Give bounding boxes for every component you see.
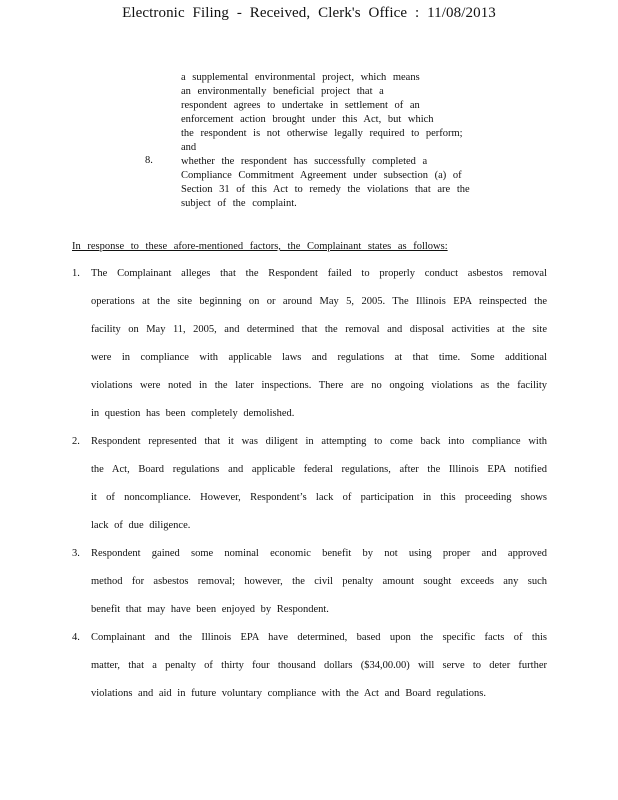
paragraph-2	[72, 431, 547, 543]
quote-item-number: 8.	[145, 155, 153, 166]
paragraph-3	[72, 543, 547, 627]
numbered-paragraphs	[72, 263, 547, 711]
quoted-statute-block	[181, 71, 471, 211]
paragraph-line: Respondent gained some nominal economic benefit by not using proper and approved	[91, 548, 547, 559]
paragraph-line: operations at the site beginning on or around May 5, 2005. The Illinois EPA reinspected the	[91, 296, 547, 307]
quote-line: a supplemental environmental project, which means	[181, 72, 420, 83]
filing-stamp-header: Electronic Filing - Received, Clerk's Office : 11/08/2013	[122, 5, 496, 21]
paragraph-number: 3.	[72, 548, 80, 559]
paragraph-line: matter, that a penalty of thirty four thousand dollars ($34,00.00) will serve to deter further	[91, 660, 547, 671]
paragraph-line: The Complainant alleges that the Respondent failed to properly conduct asbestos removal	[91, 268, 547, 279]
quote-line: the respondent is not otherwise legally required to perform;	[181, 128, 463, 139]
paragraph-line: it of noncompliance. However, Respondent’s lack of participation in this proceeding shows	[91, 492, 547, 503]
quote-line: and	[181, 142, 197, 153]
quote-line: enforcement action brought under this Act, but which	[181, 114, 434, 125]
quote-line: respondent agrees to undertake in settlement of an	[181, 100, 420, 111]
quote-line: subject of the complaint.	[181, 198, 297, 209]
quote-line: an environmentally beneficial project that a	[181, 86, 384, 97]
quote-line: whether the respondent has successfully completed a	[181, 156, 428, 167]
paragraph-line: in question has been completely demolished.	[91, 408, 295, 419]
paragraph-line: lack of due diligence.	[91, 520, 191, 531]
paragraph-line: facility on May 11, 2005, and determined that the removal and disposal activities at the site	[91, 324, 547, 335]
paragraph-1	[72, 263, 547, 431]
paragraph-line: violations and aid in future voluntary compliance with the Act and Board regulations.	[91, 688, 486, 699]
quote-line: Section 31 of this Act to remedy the violations that are the	[181, 184, 470, 195]
intro-heading: In response to these afore-mentioned factors, the Complainant states as follows:	[72, 241, 448, 252]
paragraph-line: Complainant and the Illinois EPA have determined, based upon the specific facts of this	[91, 632, 547, 643]
paragraph-line: method for asbestos removal; however, the civil penalty amount sought exceeds any such	[91, 576, 547, 587]
paragraph-line: benefit that may have been enjoyed by Respondent.	[91, 604, 329, 615]
paragraph-line: Respondent represented that it was diligent in attempting to come back into compliance with	[91, 436, 547, 447]
paragraph-number: 2.	[72, 436, 80, 447]
paragraph-4	[72, 627, 547, 711]
quote-line: Compliance Commitment Agreement under subsection (a) of	[181, 170, 462, 181]
paragraph-line: violations were noted in the later inspections. There are no ongoing violations as the facility	[91, 380, 547, 391]
paragraph-line: were in compliance with applicable laws and regulations at that time. Some additional	[91, 352, 547, 363]
paragraph-number: 4.	[72, 632, 80, 643]
paragraph-line: the Act, Board regulations and applicable federal regulations, after the Illinois EPA notified	[91, 464, 547, 475]
paragraph-number: 1.	[72, 268, 80, 279]
